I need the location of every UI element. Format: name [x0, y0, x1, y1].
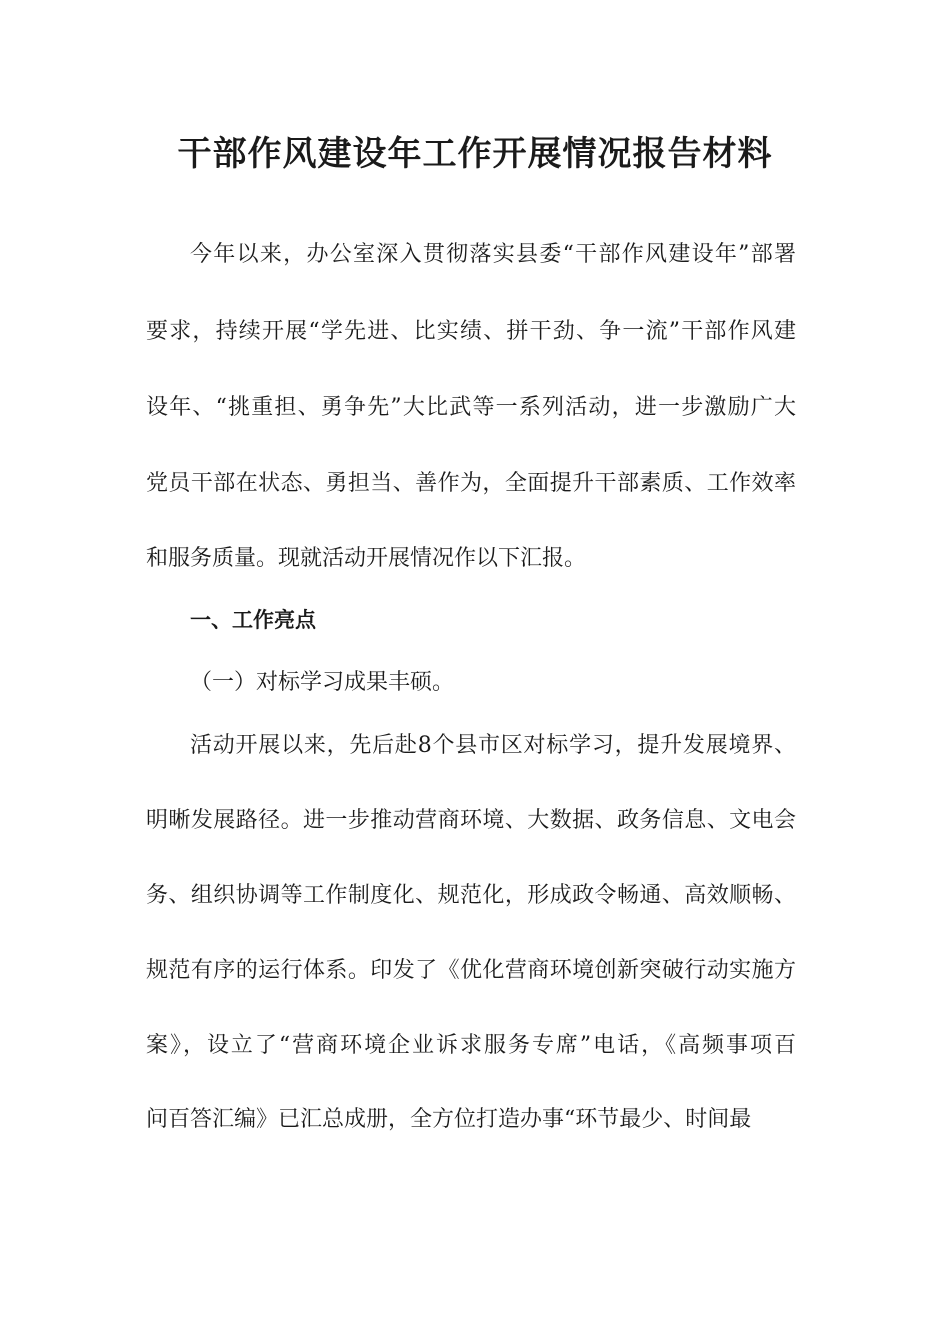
body-line-6: 问百答汇编》已汇总成册，全方位打造办事“环节最少、时间最 [146, 1107, 752, 1132]
intro-line-1: 今年以来，办公室深入贯彻落实县委“干部作风建设年”部署 [190, 242, 796, 267]
intro-line-2: 要求，持续开展“学先进、比实绩、拼干劲、争一流”干部作风建 [146, 319, 796, 344]
intro-line-4: 党员干部在状态、勇担当、善作为，全面提升干部素质、工作效率 [146, 471, 796, 496]
section-heading: 一、工作亮点 [190, 608, 316, 632]
subsection-heading: （一）对标学习成果丰硕。 [190, 670, 455, 695]
body-line-4: 规范有序的运行体系。印发了《优化营商环境创新突破行动实施方 [146, 958, 796, 983]
document-title: 干部作风建设年工作开展情况报告材料 [177, 134, 773, 174]
body-line-3: 务、组织协调等工作制度化、规范化，形成政令畅通、高效顺畅、 [146, 883, 796, 908]
body-line-1: 活动开展以来，先后赴8个县市区对标学习，提升发展境界、 [190, 733, 796, 758]
intro-line-3: 设年、“挑重担、勇争先”大比武等一系列活动，进一步激励广大 [146, 395, 796, 420]
intro-line-5: 和服务质量。现就活动开展情况作以下汇报。 [146, 546, 587, 571]
body-line-5: 案》，设立了“营商环境企业诉求服务专席”电话，《高频事项百 [146, 1033, 796, 1058]
body-line-2: 明晰发展路径。进一步推动营商环境、大数据、政务信息、文电会 [146, 808, 796, 833]
